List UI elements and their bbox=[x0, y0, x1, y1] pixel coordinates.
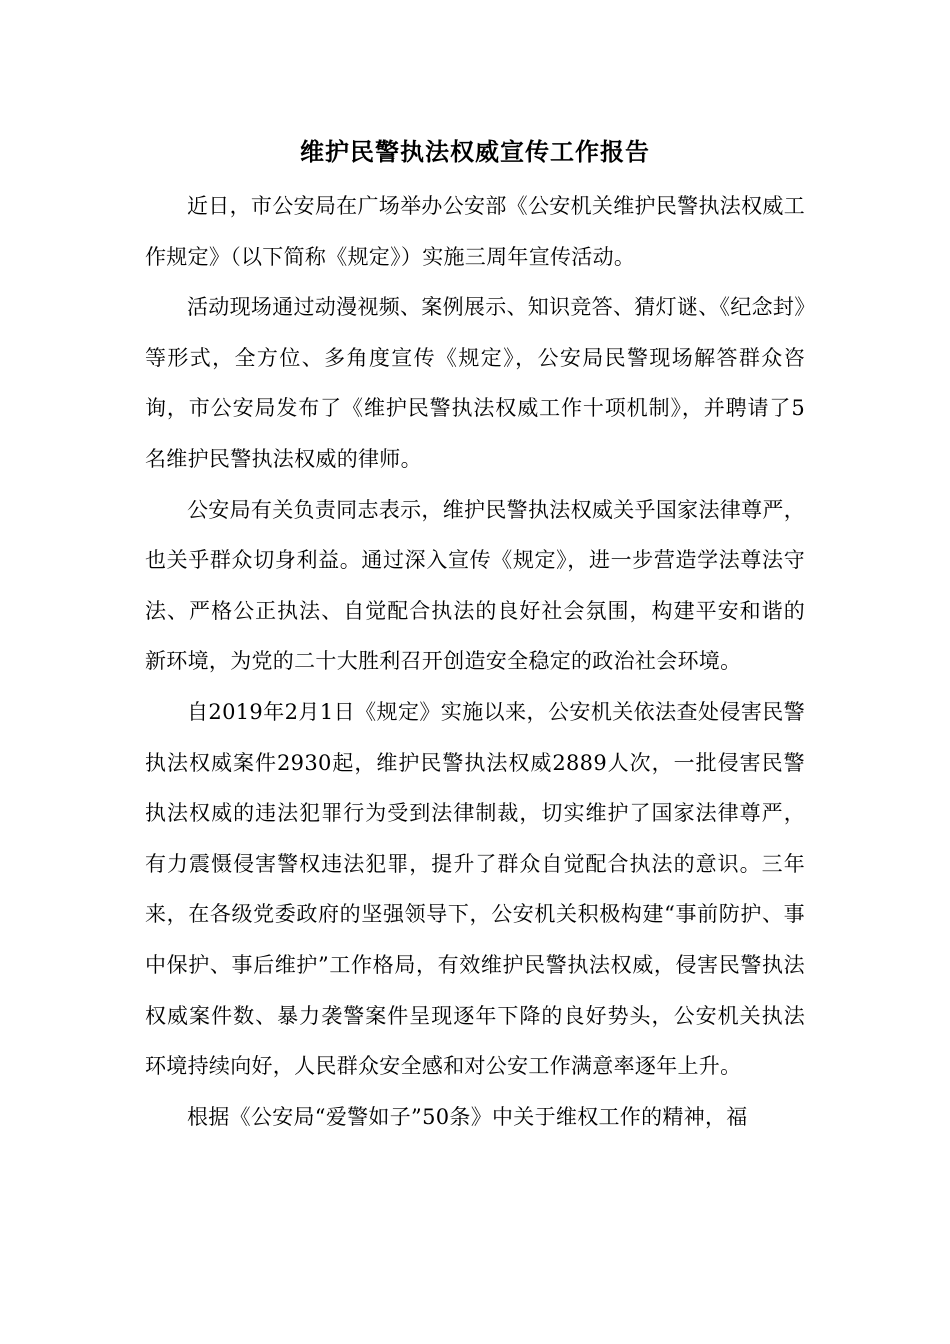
paragraph-activity-details: 活动现场通过动漫视频、案例展示、知识竞答、猜灯谜、《纪念封》等形式，全方位、多角度宣传《规定》，公安局民警现场解答群众咨询，市公安局发布了《维护民警执法权威工作十项机制》，并聘请了5名维护民警执法权威的律师。 bbox=[145, 295, 805, 471]
paragraph-event-intro: 近日，市公安局在广场举办公安部《公安机关维护民警执法权威工作规定》（以下简称《规定》）实施三周年宣传活动。 bbox=[145, 194, 805, 269]
paragraph-continuation: 根据《公安局“爱警如子”50条》中关于维权工作的精神，福 bbox=[187, 1104, 748, 1129]
paragraph-official-statement: 公安局有关负责同志表示，维护民警执法权威关乎国家法律尊严，也关乎群众切身利益。通过深入宣传《规定》，进一步营造学法尊法守法、严格公正执法、自觉配合执法的良好社会氛围，构建平安和谐的新环境，为党的二十大胜利召开创造安全稳定的政治社会环境。 bbox=[145, 497, 805, 674]
document-title: 维护民警执法权威宣传工作报告 bbox=[300, 137, 650, 166]
document-body bbox=[145, 181, 805, 1142]
paragraph-results-summary: 自2019年2月1日《规定》实施以来，公安机关依法查处侵害民警执法权威案件2930起，维护民警执法权威2889人次，一批侵害民警执法权威的违法犯罪行为受到法律制裁，切实维护了国家法律尊严，有力震慑侵害警权违法犯罪，提升了群众自觉配合执法的意识。三年来，在各级党委政府的坚强领导下，公安机关积极构建“事前防护、事中保护、事后维护”工作格局，有效维护民警执法权威，侵害民警执法权威案件数、暴力袭警案件呈现逐年下降的良好势头，公安机关执法环境持续向好，人民群众安全感和对公安工作满意率逐年上升。 bbox=[145, 699, 805, 1079]
